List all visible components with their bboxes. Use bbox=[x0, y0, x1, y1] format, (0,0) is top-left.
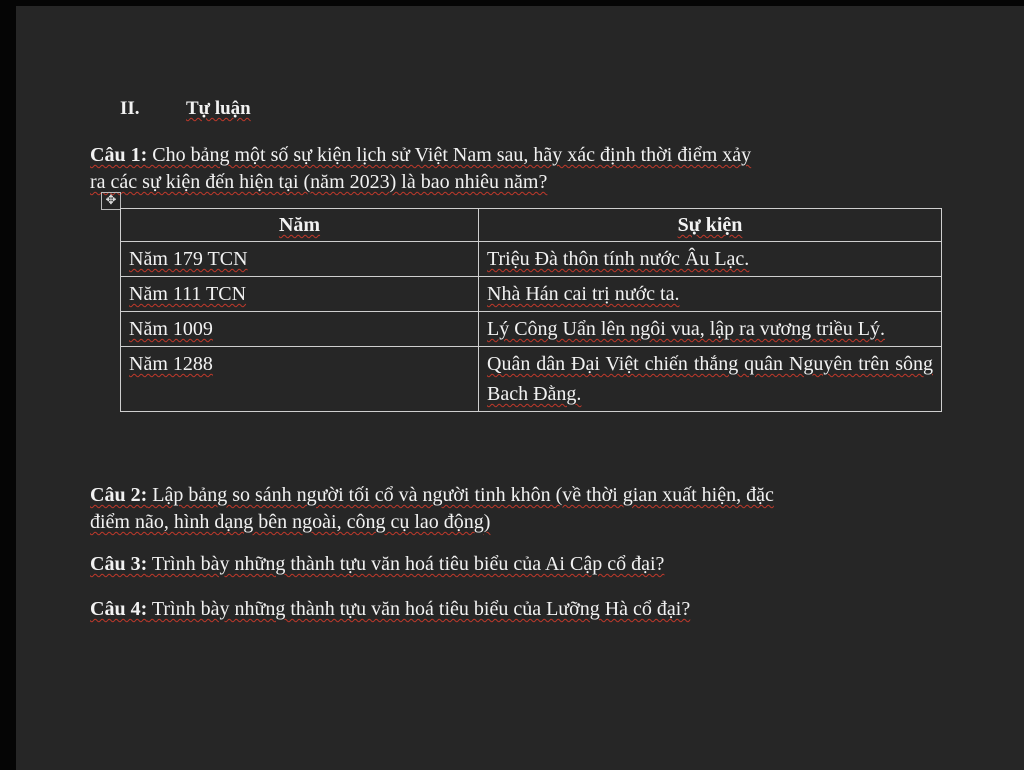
question-1-text-line1: Cho bảng một số sự kiện lịch sử Việt Nam sau, hãy xác định thời điểm xảy bbox=[147, 144, 752, 166]
cell-year: Năm 111 TCN bbox=[121, 277, 479, 312]
section-number: II. bbox=[120, 98, 140, 119]
header-event: Sự kiện bbox=[479, 209, 942, 242]
table-row bbox=[121, 312, 942, 347]
table-row bbox=[121, 347, 942, 412]
question-1-label: Câu 1: bbox=[90, 144, 148, 166]
document-body[interactable] bbox=[16, 6, 1024, 770]
table-row bbox=[121, 277, 942, 312]
question-1-text-line2: ra các sự kiện đến hiện tại (năm 2023) là bao nhiêu năm? bbox=[90, 171, 548, 193]
events-table bbox=[120, 208, 942, 412]
question-4-label: Câu 4: bbox=[90, 598, 148, 620]
question-2-text-line1: Lập bảng so sánh người tối cổ và người tinh khôn (về thời gian xuất hiện, đặc bbox=[147, 484, 774, 506]
cell-year: Năm 179 TCN bbox=[121, 242, 479, 277]
header-year: Năm bbox=[121, 209, 479, 242]
cell-event: Lý Công Uẩn lên ngôi vua, lập ra vương triều Lý. bbox=[479, 312, 942, 347]
cell-event: Nhà Hán cai trị nước ta. bbox=[479, 277, 942, 312]
cell-year: Năm 1009 bbox=[121, 312, 479, 347]
document-page bbox=[16, 6, 1024, 770]
question-1 bbox=[90, 142, 920, 196]
question-2-label: Câu 2: bbox=[90, 484, 148, 506]
section-heading bbox=[120, 98, 251, 120]
question-3-label: Câu 3: bbox=[90, 553, 148, 575]
question-4 bbox=[90, 596, 930, 623]
question-3 bbox=[90, 551, 930, 578]
table-move-handle-icon[interactable]: ✥ bbox=[101, 192, 121, 210]
cell-year: Năm 1288 bbox=[121, 347, 479, 412]
section-title: Tự luận bbox=[186, 98, 251, 119]
table-row bbox=[121, 242, 942, 277]
question-4-text: Trình bày những thành tựu văn hoá tiêu biểu của Lưỡng Hà cổ đại? bbox=[147, 598, 691, 620]
table-header-row bbox=[121, 209, 942, 242]
question-2 bbox=[90, 482, 930, 536]
cell-event: Quân dân Đại Việt chiến thắng quân Nguyên trên sông Bach Đằng. bbox=[479, 347, 942, 412]
cell-event: Triệu Đà thôn tính nước Âu Lạc. bbox=[479, 242, 942, 277]
question-2-text-line2: điểm não, hình dạng bên ngoài, công cụ lao động) bbox=[90, 511, 491, 533]
question-3-text: Trình bày những thành tựu văn hoá tiêu biểu của Ai Cập cổ đại? bbox=[147, 553, 665, 575]
